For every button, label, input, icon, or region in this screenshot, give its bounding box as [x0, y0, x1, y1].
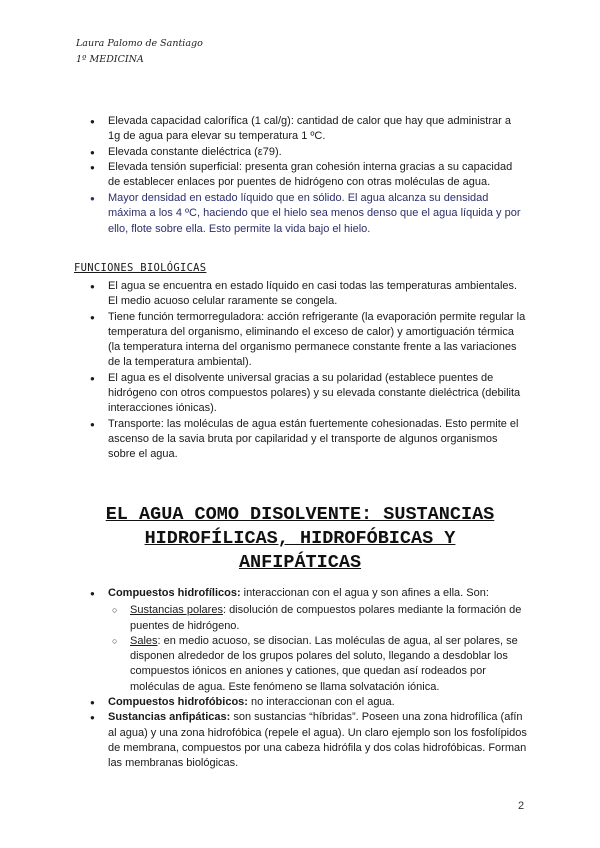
- title-line-1: EL AGUA COMO DISOLVENTE: SUSTANCIAS: [105, 504, 495, 525]
- list-item: ● Mayor densidad en estado líquido que en sólido. El agua alcanza su densidad máxima a los 4 ºC, haciendo que el hielo sea menos denso que el agua líquida y por ello, flote sobre ella. Esto permite la vida bajo el hielo.: [108, 191, 526, 237]
- functions-list: [108, 279, 526, 463]
- salts-label: Sales: [130, 634, 158, 647]
- course-label: 1º MEDICINA: [76, 54, 144, 65]
- sublist-item-polar: [130, 603, 528, 634]
- list-item: ● Elevada capacidad calorífica (1 cal/g): cantidad de calor que hay que administrar a 1g de agua para elevar su temperatura 1 ºC.: [108, 114, 526, 145]
- hydrophobic-label: Compuestos hidrofóbicos:: [108, 696, 248, 709]
- amphipathic-label: Sustancias anfipáticas:: [108, 711, 231, 724]
- properties-list-highlight: [108, 191, 526, 237]
- list-item: ● Elevada constante dieléctrica (ε79).: [108, 145, 526, 160]
- hydrophilic-sublist: [130, 603, 528, 695]
- title-line-3: ANFIPÁTICAS: [238, 552, 362, 573]
- hydrophilic-text: interaccionan con el agua y son afines a ella. Son:: [240, 587, 489, 599]
- hydrophilic-label: Compuestos hidrofílicos:: [108, 587, 241, 599]
- polar-label: Sustancias polares: [130, 604, 223, 617]
- page-number: 2: [518, 800, 525, 812]
- title-line-2: HIDROFÍLICAS, HIDROFÓBICAS Y: [144, 528, 456, 549]
- list-item: ● Elevada tensión superficial: presenta gran cohesión interna gracias a su capacidad de establecer enlaces por puentes de hidrógeno con otras moléculas de agua.: [108, 160, 526, 191]
- section-heading-functions: FUNCIONES BIOLÓGICAS: [74, 262, 207, 274]
- list-item: ● El agua es el disolvente universal gracias a su polaridad (establece puentes de hidrógeno con otros compuestos polares) y su elevada constante dieléctrica (debilita interacciones iónicas).: [108, 371, 526, 417]
- hydrophobic-text: no interaccionan con el agua.: [247, 696, 395, 709]
- page-header: [76, 36, 203, 68]
- sublist-item-salts: [130, 634, 528, 695]
- author-name: Laura Palomo de Santiago: [76, 38, 203, 49]
- properties-list: [108, 114, 526, 190]
- list-item-hydrophobic: [108, 695, 528, 710]
- amphipathic-text: son sustancias “híbridas”. Poseen una zona hidrofílica (afín al agua) y una zona hidrofóbica (repele el agua). Un claro ejemplo son los fosfolípidos de membrana, compuestos por una cabeza hidrófila y dos colas hidrofóbicas. Forman las membranas biológicas.: [108, 711, 527, 770]
- list-item-amphipathic: [108, 710, 528, 771]
- list-item: ● El agua se encuentra en estado líquido en casi todas las temperaturas ambientales. El medio acuoso celular raramente se congela.: [108, 279, 526, 310]
- section-title: [60, 503, 540, 575]
- list-item-hydrophilic: [108, 586, 528, 695]
- list-item: ● Tiene función termorreguladora: acción refrigerante (la evaporación permite regular la temperatura del organismo, eliminando el exceso de calor) y amortiguación térmica (la temperatura interna del organismo permanece constante frente a las variaciones de la temperatura ambiental).: [108, 310, 526, 371]
- polar-text: : disolución de compuestos polares mediante la formación de puentes de hidrógeno.: [130, 604, 522, 632]
- salts-text: : en medio acuoso, se disocian. Las moléculas de agua, al ser polares, se disponen alrededor de los grupos polares del soluto, llegando a desdoblar los compuestos iónicos en aniones y cationes, que quedan así rodeados por moléculas de agua. Este fenómeno se llama solvatación iónica.: [130, 634, 518, 693]
- list-item: ● Transporte: las moléculas de agua están fuertemente cohesionadas. Esto permite el ascenso de la savia bruta por capilaridad y el transporte de algunos organismos sobre el agua.: [108, 417, 526, 463]
- solvent-list: [108, 586, 528, 772]
